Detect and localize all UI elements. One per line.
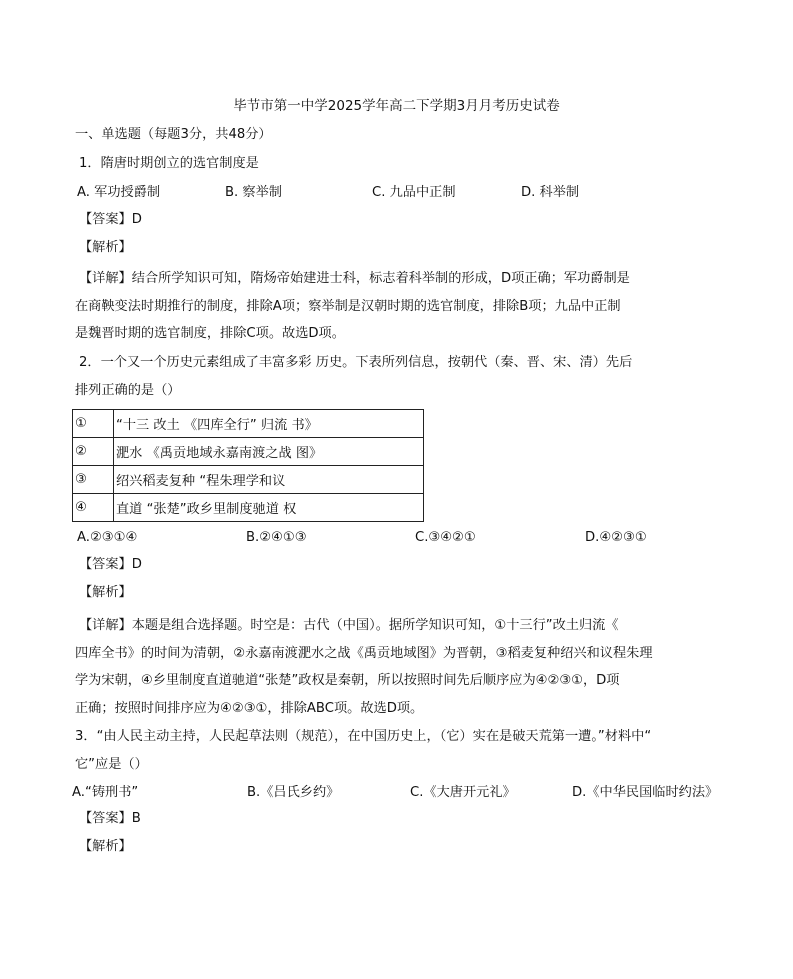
q2-option-c: C.③④②①	[415, 530, 476, 545]
table-cell-content: 淝水 《禹贡地域永嘉南渡之战 图》	[114, 438, 424, 466]
q2-detail-line: 正确；按照时间排序应为④②③①，排除ABC项。故选D项。	[75, 701, 424, 716]
q1-detail-line: 【详解】结合所学知识可知，隋炀帝始建进士科，标志着科举制的形成，D项正确；军功爵制是	[79, 271, 630, 286]
table-cell-content: 直道 “张楚”政乡里制度驰道 权	[114, 494, 424, 522]
question-3-stem: 3．“由人民主动主持，人民起草法则（规范），在中国历史上，（它）实在是破天荒第一遭。”材料中“	[75, 729, 652, 744]
q3-option-b: B.《吕氏乡约》	[247, 785, 340, 800]
table-row	[73, 410, 424, 438]
info-table	[72, 409, 424, 522]
table-row	[73, 438, 424, 466]
q1-option-c: C. 九品中正制	[372, 185, 456, 200]
q3-option-a: A.“铸刑书”	[72, 785, 139, 800]
q1-detail-line: 在商鞅变法时期推行的制度，排除A项；察举制是汉朝时期的选官制度，排除B项；九品中正制	[75, 299, 621, 314]
section-heading: 一、单选题（每题3分，共48分）	[75, 127, 272, 142]
q1-answer: 【答案】D	[79, 212, 142, 227]
q3-answer: 【答案】B	[79, 811, 141, 826]
page-title: 毕节市第一中学2025学年高二下学期3月月考历史试卷	[233, 98, 560, 114]
table-cell-number: ②	[73, 438, 114, 466]
q1-option-a: A. 军功授爵制	[77, 185, 161, 200]
q2-detail-line: 学为宋朝，④乡里制度直道驰道“张楚”政权是秦朝，所以按照时间先后顺序应为④②③①，D项	[75, 673, 620, 688]
q2-option-d: D.④②③①	[585, 530, 647, 545]
table-cell-content: “十三 改土 《四库全行” 归流 书》	[114, 410, 424, 438]
q2-option-b: B.②④①③	[246, 530, 307, 545]
question-1-stem: 1．隋唐时期创立的选官制度是	[79, 156, 259, 171]
q2-answer: 【答案】D	[79, 557, 142, 572]
q3-analysis-label: 【解析】	[79, 839, 132, 854]
question-2-stem: 排列正确的是（）	[75, 383, 181, 398]
q2-analysis-label: 【解析】	[79, 585, 132, 600]
q3-option-c: C.《大唐开元礼》	[410, 785, 516, 800]
q2-detail-line: 【详解】本题是组合选择题。时空是：古代（中国）。据所学知识可知，①十三行”改土归流《	[79, 618, 619, 633]
q2-detail-line: 四库全书》的时间为清朝，②永嘉南渡淝水之战《禹贡地域图》为晋朝，③稻麦复种绍兴和议程朱理	[75, 646, 653, 661]
q1-analysis-label: 【解析】	[79, 240, 132, 255]
table-row	[73, 494, 424, 522]
q3-option-d: D.《中华民国临时约法》	[572, 785, 719, 800]
q1-option-d: D. 科举制	[521, 185, 580, 200]
q2-option-a: A.②③①④	[77, 530, 138, 545]
table-row	[73, 466, 424, 494]
question-3-stem: 它”应是（）	[75, 757, 148, 772]
table-cell-number: ④	[73, 494, 114, 522]
question-2-stem: 2．一个又一个历史元素组成了丰富多彩 历史。下表所列信息，按朝代（秦、晋、宋、清）先后	[79, 355, 633, 370]
q1-detail-line: 是魏晋时期的选官制度，排除C项。故选D项。	[75, 326, 345, 341]
table-cell-number: ①	[73, 410, 114, 438]
table-cell-number: ③	[73, 466, 114, 494]
table-cell-content: 绍兴稻麦复种 “程朱理学和议	[114, 466, 424, 494]
q1-option-b: B. 察举制	[225, 185, 282, 200]
